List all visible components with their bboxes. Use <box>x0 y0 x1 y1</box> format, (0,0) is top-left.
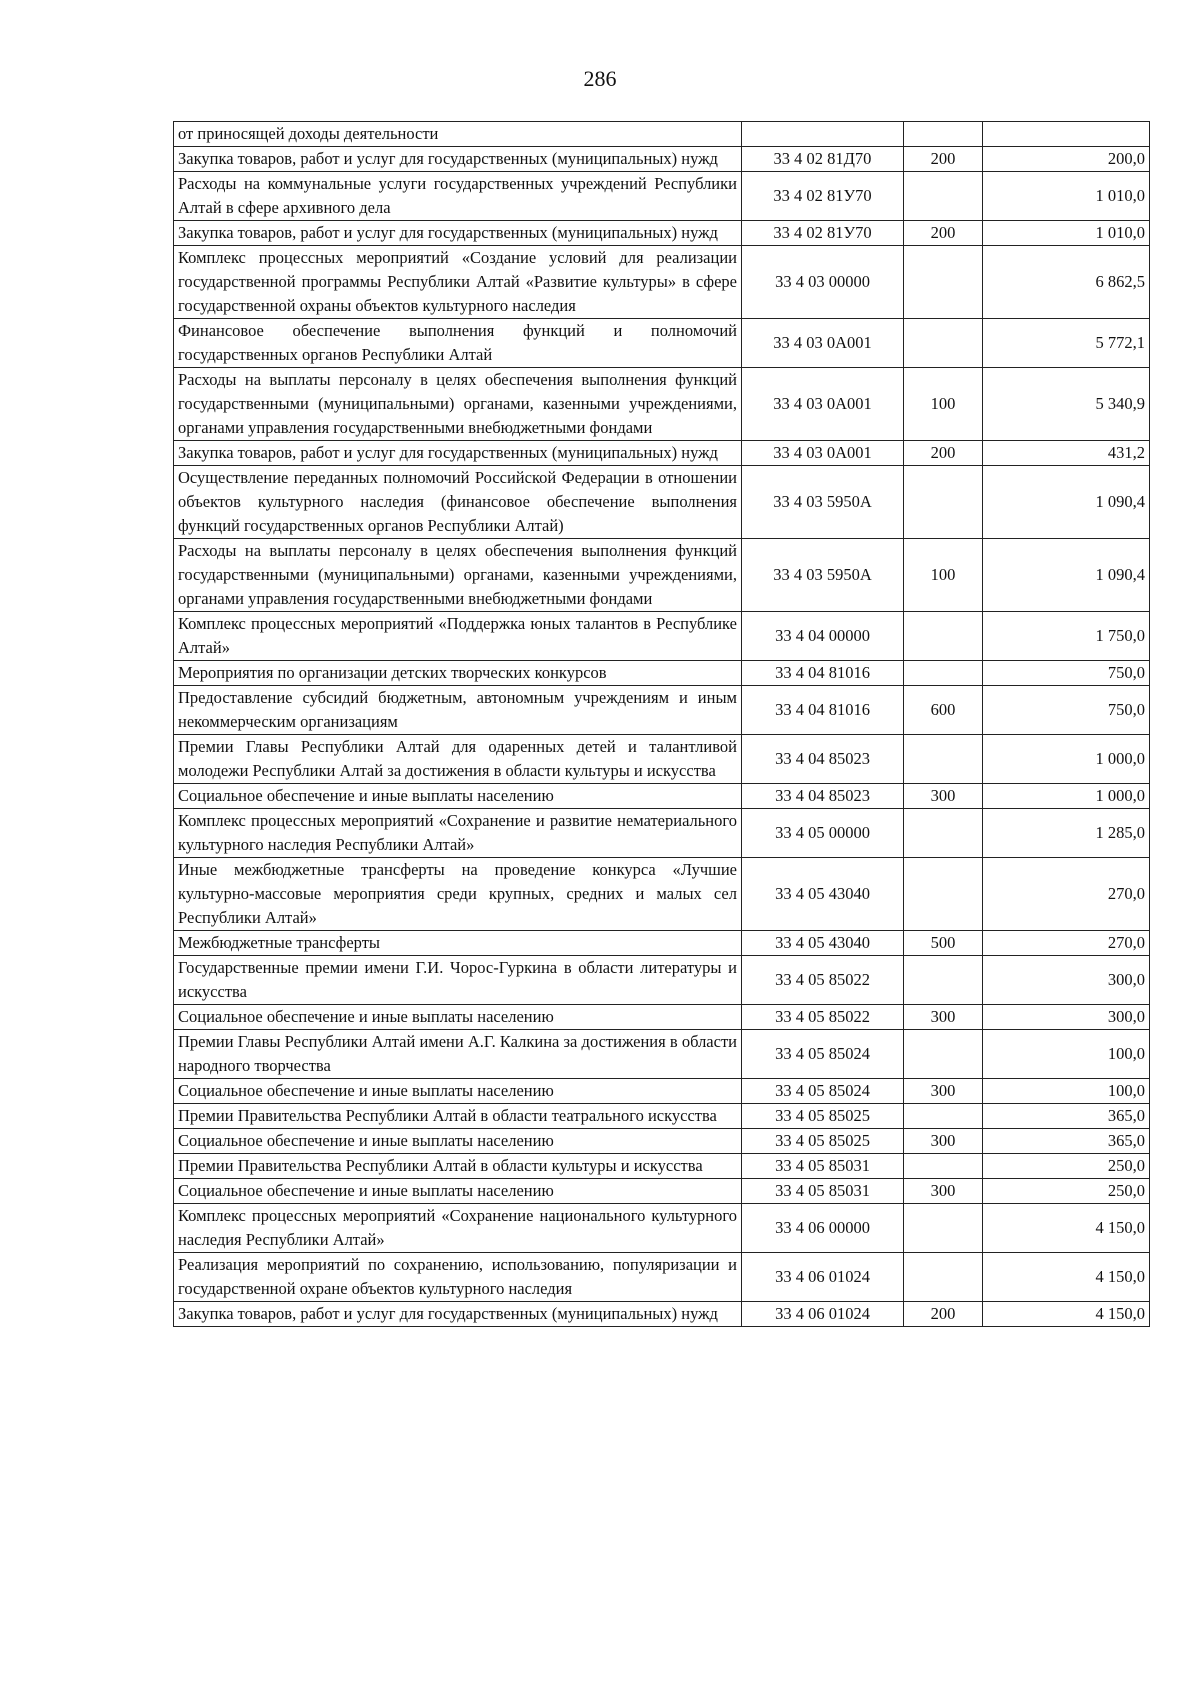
target-code-cell: 33 4 05 85025 <box>742 1129 904 1154</box>
target-code-cell: 33 4 05 43040 <box>742 858 904 931</box>
item-name-cell: Осуществление переданных полномочий Российской Федерации в отношении объектов культурного наследия (финансовое обеспечение выполнения функций государственных органов Республики Алтай) <box>174 466 742 539</box>
expense-type-cell <box>904 1253 983 1302</box>
expense-type-cell: 200 <box>904 1302 983 1327</box>
amount-cell: 1 000,0 <box>983 784 1150 809</box>
amount-cell: 1 000,0 <box>983 735 1150 784</box>
amount-cell: 100,0 <box>983 1079 1150 1104</box>
expense-type-cell <box>904 172 983 221</box>
item-name-cell: Мероприятия по организации детских творческих конкурсов <box>174 661 742 686</box>
amount-cell: 750,0 <box>983 686 1150 735</box>
amount-cell: 250,0 <box>983 1179 1150 1204</box>
amount-cell: 750,0 <box>983 661 1150 686</box>
expense-type-cell <box>904 858 983 931</box>
amount-cell: 270,0 <box>983 931 1150 956</box>
amount-cell: 6 862,5 <box>983 246 1150 319</box>
item-name-cell: Межбюджетные трансферты <box>174 931 742 956</box>
item-name-cell: от приносящей доходы деятельности <box>174 122 742 147</box>
table-row <box>174 246 1150 319</box>
target-code-cell: 33 4 04 00000 <box>742 612 904 661</box>
item-name-cell: Расходы на выплаты персоналу в целях обеспечения выполнения функций государственными (муниципальными) органами, казенными учреждениями, органами управления государственными внебюджетными фондами <box>174 539 742 612</box>
item-name-cell: Социальное обеспечение и иные выплаты населению <box>174 1129 742 1154</box>
target-code-cell: 33 4 05 85031 <box>742 1154 904 1179</box>
amount-cell: 4 150,0 <box>983 1302 1150 1327</box>
item-name-cell: Предоставление субсидий бюджетным, автономным учреждениям и иным некоммерческим организациям <box>174 686 742 735</box>
target-code-cell: 33 4 05 85022 <box>742 1005 904 1030</box>
item-name-cell: Комплекс процессных мероприятий «Создание условий для реализации государственной программы Республики Алтай «Развитие культуры» в сфере государственной охраны объектов культурного наследия <box>174 246 742 319</box>
expense-type-cell <box>904 1104 983 1129</box>
target-code-cell: 33 4 02 81Д70 <box>742 147 904 172</box>
item-name-cell: Социальное обеспечение и иные выплаты населению <box>174 1179 742 1204</box>
expense-type-cell <box>904 122 983 147</box>
target-code-cell: 33 4 03 00000 <box>742 246 904 319</box>
table-row <box>174 539 1150 612</box>
target-code-cell: 33 4 03 5950А <box>742 539 904 612</box>
table-row <box>174 368 1150 441</box>
target-code-cell: 33 4 04 81016 <box>742 661 904 686</box>
item-name-cell: Премии Главы Республики Алтай имени А.Г. Калкина за достижения в области народного творчества <box>174 1030 742 1079</box>
expense-type-cell <box>904 809 983 858</box>
item-name-cell: Премии Правительства Республики Алтай в области культуры и искусства <box>174 1154 742 1179</box>
page-number: 286 <box>583 66 617 91</box>
target-code-cell: 33 4 05 43040 <box>742 931 904 956</box>
target-code-cell: 33 4 05 85024 <box>742 1079 904 1104</box>
item-name-cell: Социальное обеспечение и иные выплаты населению <box>174 1079 742 1104</box>
table-row <box>174 735 1150 784</box>
item-name-cell: Социальное обеспечение и иные выплаты населению <box>174 1005 742 1030</box>
table-row <box>174 122 1150 147</box>
target-code-cell: 33 4 03 5950А <box>742 466 904 539</box>
target-code-cell <box>742 122 904 147</box>
expense-type-cell: 500 <box>904 931 983 956</box>
expense-type-cell: 200 <box>904 441 983 466</box>
expense-type-cell <box>904 1154 983 1179</box>
item-name-cell: Комплекс процессных мероприятий «Поддержка юных талантов в Республике Алтай» <box>174 612 742 661</box>
target-code-cell: 33 4 06 01024 <box>742 1302 904 1327</box>
item-name-cell: Иные межбюджетные трансферты на проведение конкурса «Лучшие культурно-массовые мероприятия среди крупных, средних и малых сел Республики Алтай» <box>174 858 742 931</box>
expense-type-cell <box>904 612 983 661</box>
table-row <box>174 956 1150 1005</box>
table-row <box>174 319 1150 368</box>
target-code-cell: 33 4 05 85022 <box>742 956 904 1005</box>
item-name-cell: Закупка товаров, работ и услуг для государственных (муниципальных) нужд <box>174 147 742 172</box>
expense-type-cell <box>904 661 983 686</box>
table-row <box>174 686 1150 735</box>
amount-cell: 300,0 <box>983 1005 1150 1030</box>
table-row <box>174 931 1150 956</box>
amount-cell: 1 750,0 <box>983 612 1150 661</box>
target-code-cell: 33 4 05 85025 <box>742 1104 904 1129</box>
item-name-cell: Комплекс процессных мероприятий «Сохранение национального культурного наследия Республики Алтай» <box>174 1204 742 1253</box>
expense-type-cell: 300 <box>904 1129 983 1154</box>
amount-cell: 1 010,0 <box>983 221 1150 246</box>
target-code-cell: 33 4 06 00000 <box>742 1204 904 1253</box>
amount-cell: 365,0 <box>983 1104 1150 1129</box>
amount-cell: 300,0 <box>983 956 1150 1005</box>
item-name-cell: Социальное обеспечение и иные выплаты населению <box>174 784 742 809</box>
table-row <box>174 1204 1150 1253</box>
expense-type-cell <box>904 735 983 784</box>
item-name-cell: Премии Правительства Республики Алтай в области театрального искусства <box>174 1104 742 1129</box>
amount-cell: 5 772,1 <box>983 319 1150 368</box>
amount-cell: 4 150,0 <box>983 1204 1150 1253</box>
table-row <box>174 1302 1150 1327</box>
table-row <box>174 809 1150 858</box>
expense-type-cell: 600 <box>904 686 983 735</box>
table-row <box>174 1104 1150 1129</box>
expense-type-cell <box>904 1030 983 1079</box>
table-row <box>174 1030 1150 1079</box>
amount-cell: 431,2 <box>983 441 1150 466</box>
table-row <box>174 1079 1150 1104</box>
target-code-cell: 33 4 03 0А001 <box>742 319 904 368</box>
target-code-cell: 33 4 05 85031 <box>742 1179 904 1204</box>
expense-type-cell <box>904 956 983 1005</box>
item-name-cell: Расходы на коммунальные услуги государственных учреждений Республики Алтай в сфере архивного дела <box>174 172 742 221</box>
table-row <box>174 1253 1150 1302</box>
expense-type-cell <box>904 466 983 539</box>
amount-cell: 100,0 <box>983 1030 1150 1079</box>
target-code-cell: 33 4 04 85023 <box>742 735 904 784</box>
table-row <box>174 612 1150 661</box>
table-row <box>174 1129 1150 1154</box>
amount-cell: 270,0 <box>983 858 1150 931</box>
target-code-cell: 33 4 02 81У70 <box>742 221 904 246</box>
table-row <box>174 466 1150 539</box>
table-row <box>174 1005 1150 1030</box>
table-row <box>174 784 1150 809</box>
expense-type-cell: 300 <box>904 784 983 809</box>
table-row <box>174 172 1150 221</box>
expense-type-cell <box>904 246 983 319</box>
budget-table <box>173 121 1150 1327</box>
amount-cell: 5 340,9 <box>983 368 1150 441</box>
amount-cell: 1 090,4 <box>983 466 1150 539</box>
item-name-cell: Финансовое обеспечение выполнения функций и полномочий государственных органов Республики Алтай <box>174 319 742 368</box>
item-name-cell: Расходы на выплаты персоналу в целях обеспечения выполнения функций государственными (муниципальными) органами, казенными учреждениями, органами управления государственными внебюджетными фондами <box>174 368 742 441</box>
item-name-cell: Премии Главы Республики Алтай для одаренных детей и талантливой молодежи Республики Алтай за достижения в области культуры и искусства <box>174 735 742 784</box>
expense-type-cell: 300 <box>904 1179 983 1204</box>
target-code-cell: 33 4 06 01024 <box>742 1253 904 1302</box>
budget-table-body <box>174 122 1150 1327</box>
target-code-cell: 33 4 04 81016 <box>742 686 904 735</box>
item-name-cell: Закупка товаров, работ и услуг для государственных (муниципальных) нужд <box>174 221 742 246</box>
item-name-cell: Закупка товаров, работ и услуг для государственных (муниципальных) нужд <box>174 441 742 466</box>
target-code-cell: 33 4 04 85023 <box>742 784 904 809</box>
amount-cell: 4 150,0 <box>983 1253 1150 1302</box>
expense-type-cell: 100 <box>904 368 983 441</box>
table-row <box>174 221 1150 246</box>
expense-type-cell: 300 <box>904 1005 983 1030</box>
expense-type-cell: 200 <box>904 147 983 172</box>
target-code-cell: 33 4 05 85024 <box>742 1030 904 1079</box>
table-row <box>174 441 1150 466</box>
amount-cell: 1 285,0 <box>983 809 1150 858</box>
amount-cell: 1 010,0 <box>983 172 1150 221</box>
item-name-cell: Комплекс процессных мероприятий «Сохранение и развитие нематериального культурного наследия Республики Алтай» <box>174 809 742 858</box>
target-code-cell: 33 4 03 0А001 <box>742 368 904 441</box>
expense-type-cell <box>904 1204 983 1253</box>
expense-type-cell: 300 <box>904 1079 983 1104</box>
target-code-cell: 33 4 02 81У70 <box>742 172 904 221</box>
expense-type-cell <box>904 319 983 368</box>
amount-cell: 200,0 <box>983 147 1150 172</box>
amount-cell: 250,0 <box>983 1154 1150 1179</box>
item-name-cell: Государственные премии имени Г.И. Чорос-Гуркина в области литературы и искусства <box>174 956 742 1005</box>
amount-cell <box>983 122 1150 147</box>
table-row <box>174 661 1150 686</box>
target-code-cell: 33 4 03 0А001 <box>742 441 904 466</box>
table-row <box>174 147 1150 172</box>
expense-type-cell: 200 <box>904 221 983 246</box>
table-row <box>174 1154 1150 1179</box>
amount-cell: 1 090,4 <box>983 539 1150 612</box>
item-name-cell: Реализация мероприятий по сохранению, использованию, популяризации и государственной охране объектов культурного наследия <box>174 1253 742 1302</box>
expense-type-cell: 100 <box>904 539 983 612</box>
item-name-cell: Закупка товаров, работ и услуг для государственных (муниципальных) нужд <box>174 1302 742 1327</box>
amount-cell: 365,0 <box>983 1129 1150 1154</box>
target-code-cell: 33 4 05 00000 <box>742 809 904 858</box>
table-row <box>174 1179 1150 1204</box>
table-row <box>174 858 1150 931</box>
